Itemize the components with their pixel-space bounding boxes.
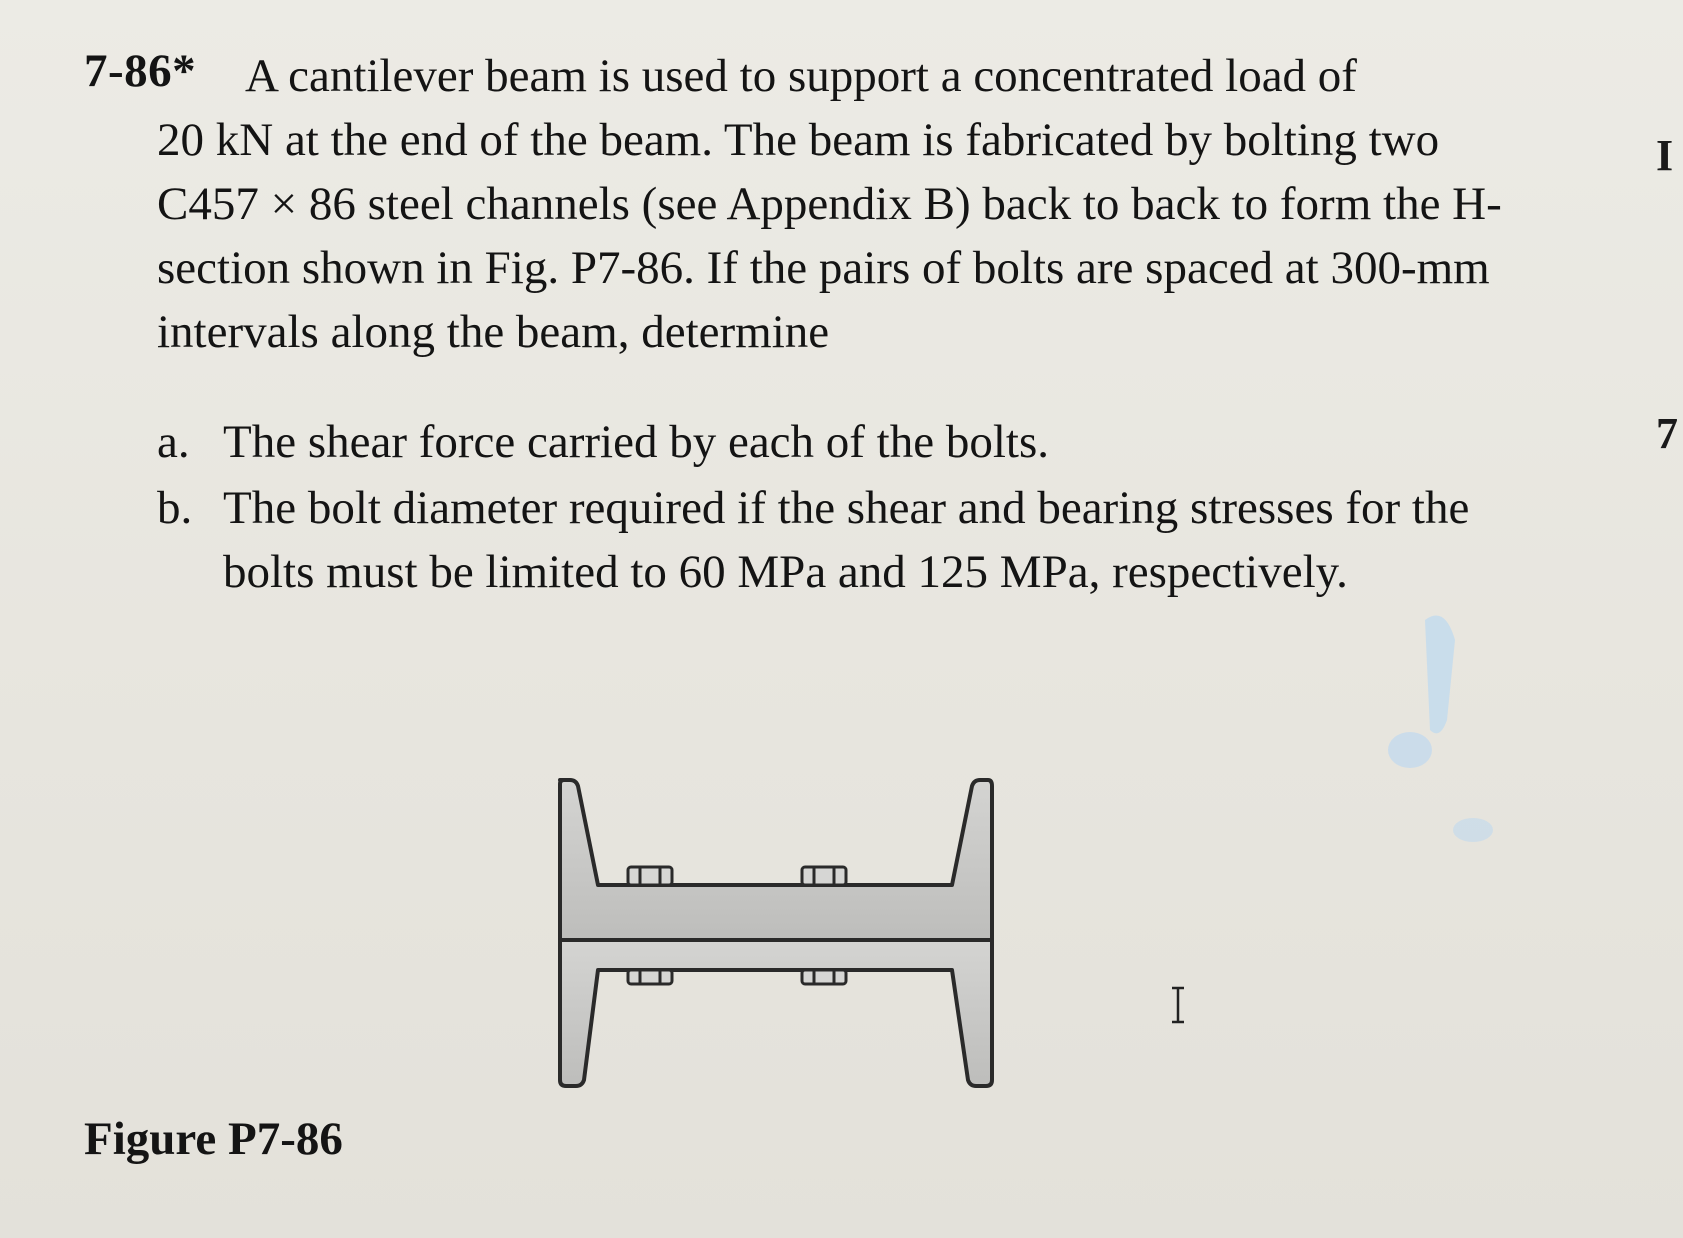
part-a	[157, 410, 1537, 474]
part-a-text: The shear force carried by each of the bolts.	[223, 416, 1050, 468]
screen-glare	[1385, 600, 1505, 860]
part-b-text: The bolt diameter required if the shear and bearing stresses for the bolts must be limited to 60 MPa and 125 MPa, respectively.	[223, 482, 1470, 598]
problem-statement	[157, 44, 1537, 364]
part-b-marker: b.	[157, 482, 193, 534]
edge-text-middle-right: 7	[1656, 409, 1678, 458]
left-channel	[560, 780, 992, 940]
figure-caption: Figure P7-86	[84, 1113, 343, 1165]
problem-statement-lead: A cantilever beam is used to support a concentrated load of	[245, 50, 1357, 102]
problem-number: 7-86*	[84, 45, 197, 97]
problem-statement-body: 20 kN at the end of the beam. The beam is fabricated by bolting two C457 × 86 steel channels (see Appendix B) back to back to form the H-section shown in Fig. P7-86. If the pairs of bolts are spaced at 300-mm intervals along the beam, determine	[157, 114, 1502, 358]
part-b	[157, 476, 1537, 604]
part-a-marker: a.	[157, 416, 190, 468]
edge-text-top-right: I	[1656, 131, 1674, 180]
parts-list	[157, 410, 1537, 604]
text-cursor-icon	[1168, 985, 1188, 1025]
h-section-figure	[540, 770, 1040, 1110]
right-channel	[560, 940, 992, 1086]
